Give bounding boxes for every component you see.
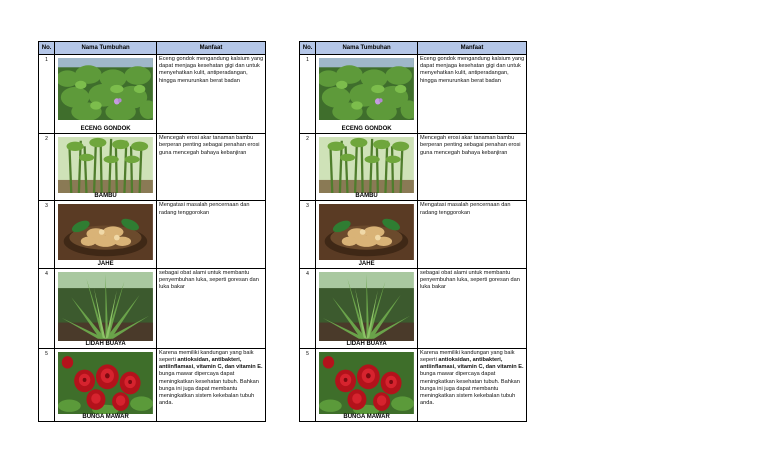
plant-name: JAHE (97, 260, 114, 267)
header-plant-name: Nama Tumbuhan (55, 42, 157, 55)
benefit-text: Eceng gondok mengandung kalsium yang dapat menjaga kesehatan gigi dan untuk menyehatkan kulit, antiperadangan, hingga menurunkan berat badan (418, 55, 527, 134)
bamboo-image (58, 137, 153, 193)
benefit-text: Mengatasi masalah pencernaan dan radang tenggorokan (157, 201, 266, 268)
table-row (300, 55, 527, 134)
header-plant-name: Nama Tumbuhan (316, 42, 418, 55)
table-row (300, 348, 527, 421)
row-number: 4 (39, 268, 55, 348)
plant-name: ECENG GONDOK (80, 126, 131, 133)
plant-name: BAMBU (94, 193, 117, 200)
benefit-text (418, 348, 527, 421)
header-no: No. (39, 42, 55, 55)
plant-cell (55, 55, 157, 134)
table-row (39, 348, 266, 421)
benefit-text: Eceng gondok mengandung kalsium yang dapat menjaga kesehatan gigi dan untuk menyehatkan kulit, antiperadangan, hingga menurunkan berat badan (157, 55, 266, 134)
plant-name: BUNGA MAWAR (343, 414, 390, 420)
benefit-text (157, 348, 266, 421)
benefit-text-bold: antioksidan, antibakteri, antiinflamasi, vitamin C, dan vitamin E. (420, 356, 524, 371)
plant-cell (316, 201, 418, 268)
plant-cell (316, 348, 418, 421)
plant-table-left (38, 41, 266, 422)
row-number: 5 (39, 348, 55, 421)
rose-image (58, 352, 153, 414)
plant-cell (55, 134, 157, 201)
plant-name: LIDAH BUAYA (346, 340, 387, 347)
water-hyacinth-image (319, 58, 414, 120)
header-no: No. (300, 42, 316, 55)
water-hyacinth-image (58, 58, 153, 120)
plant-name: JAHE (358, 260, 375, 267)
row-number: 4 (300, 268, 316, 348)
plant-name: ECENG GONDOK (341, 126, 392, 133)
table-row (300, 268, 527, 348)
plant-name: LIDAH BUAYA (85, 340, 126, 347)
table-row (39, 134, 266, 201)
table-row (300, 201, 527, 268)
benefit-text-part: bunga mawar dipercaya dapat meningkatkan kesehatan tubuh. Bahkan bunga ini juga dapat membantu meningkatkan sistem kekebalan tubuh anda. (420, 371, 520, 407)
plant-cell (55, 348, 157, 421)
benefit-text: Mencegah erosi akar tanaman bambu berperan penting sebagai penahan erosi guna mencegah bahaya kebanjiran (418, 134, 527, 201)
row-number: 5 (300, 348, 316, 421)
benefit-text: sebagai obat alami untuk membantu penyembuhan luka, seperti goresan dan luka bakar (418, 268, 527, 348)
row-number: 1 (300, 55, 316, 134)
plant-cell (316, 55, 418, 134)
aloe-vera-image (58, 272, 153, 341)
plant-cell (316, 134, 418, 201)
table-header-row (39, 42, 266, 55)
table-row (39, 268, 266, 348)
plant-name: BAMBU (355, 193, 378, 200)
ginger-image (58, 204, 153, 260)
plant-cell (55, 268, 157, 348)
header-benefit: Manfaat (418, 42, 527, 55)
row-number: 2 (39, 134, 55, 201)
header-benefit: Manfaat (157, 42, 266, 55)
row-number: 2 (300, 134, 316, 201)
plant-cell (316, 268, 418, 348)
benefit-text: sebagai obat alami untuk membantu penyembuhan luka, seperti goresan dan luka bakar (157, 268, 266, 348)
rose-image (319, 352, 414, 414)
table-header-row (300, 42, 527, 55)
row-number: 3 (39, 201, 55, 268)
benefit-text: Mengatasi masalah pencernaan dan radang tenggorokan (418, 201, 527, 268)
table-row (39, 55, 266, 134)
benefit-text-part: Karena memiliki kandungan yang baik seperti (159, 349, 254, 363)
table-row (300, 134, 527, 201)
benefit-text-part: bunga mawar dipercaya dapat meningkatkan kesehatan tubuh. Bahkan bunga ini juga dapat membantu meningkatkan sistem kekebalan tubuh anda. (159, 371, 259, 407)
row-number: 3 (300, 201, 316, 268)
benefit-text-part: Karena memiliki kandungan yang baik seperti (420, 349, 515, 363)
table-row (39, 201, 266, 268)
plant-table-right (299, 41, 527, 422)
aloe-vera-image (319, 272, 414, 341)
bamboo-image (319, 137, 414, 193)
plant-name: BUNGA MAWAR (82, 414, 129, 420)
row-number: 1 (39, 55, 55, 134)
benefit-text: Mencegah erosi akar tanaman bambu berperan penting sebagai penahan erosi guna mencegah bahaya kebanjiran (157, 134, 266, 201)
ginger-image (319, 204, 414, 260)
plant-cell (55, 201, 157, 268)
benefit-text-bold: antioksidan, antibakteri, antiinflamasi, vitamin C, dan vitamin E. (159, 356, 263, 371)
